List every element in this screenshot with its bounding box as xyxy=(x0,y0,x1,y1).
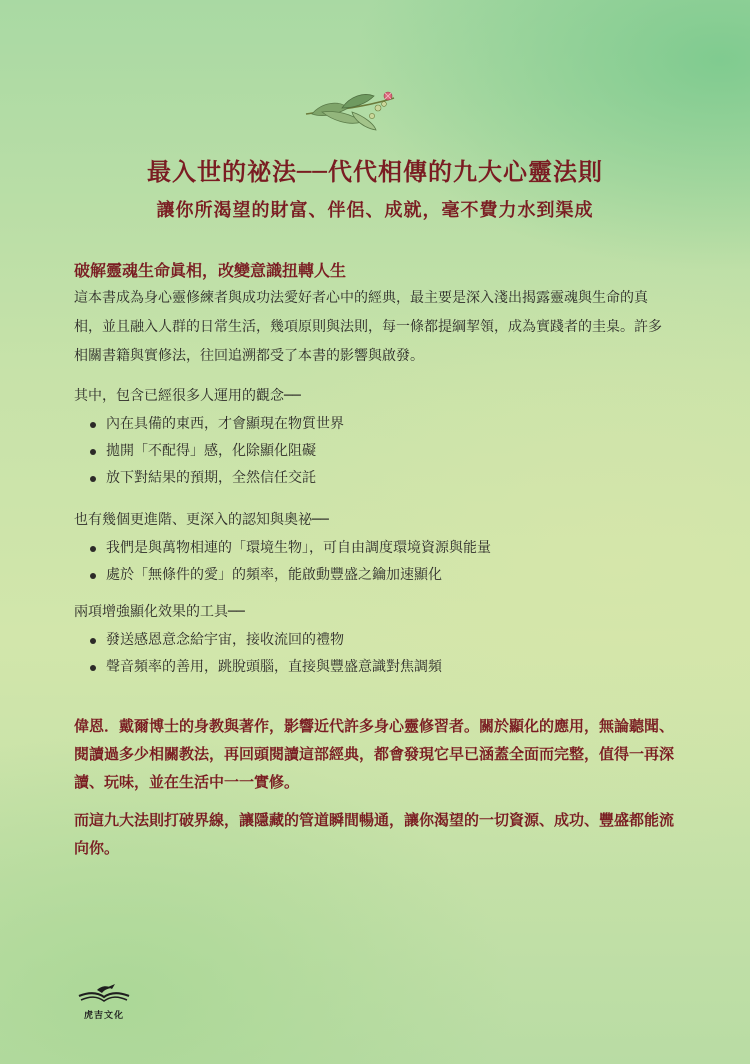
section-heading: 破解靈魂生命眞相，改變意識扭轉人生 xyxy=(74,261,347,280)
bullet-list-concepts xyxy=(74,411,344,492)
group-lead-concepts: 其中，包含已經很多人運用的觀念── xyxy=(74,388,301,404)
bullet-dot-icon xyxy=(90,638,96,644)
list-item: 放下對結果的預期，全然信任交託 xyxy=(74,465,344,492)
bullet-dot-icon xyxy=(90,422,96,428)
group-lead-advanced: 也有幾個更進階、更深入的認知與奧祕── xyxy=(74,512,329,528)
bullet-list-advanced xyxy=(74,535,491,589)
closing-paragraph-2: 而這九大法則打破界線，讓隱藏的管道瞬間暢通，讓你渴望的一切資源、成功、豐盛都能流向你。 xyxy=(74,811,675,857)
page-subtitle: 讓你所渴望的財富、伴侶、成就，毫不費力水到渠成 xyxy=(156,200,594,221)
list-item: 我們是與萬物相連的「環境生物」，可自由調度環境資源與能量 xyxy=(74,535,491,562)
list-item: 拋開「不配得」感，化除顯化阻礙 xyxy=(74,438,344,465)
publisher-name: 虎吉文化 xyxy=(83,1011,124,1021)
bullet-list-tools xyxy=(74,627,442,681)
list-item: 內在具備的東西，才會顯現在物質世界 xyxy=(74,411,344,438)
bullet-dot-icon xyxy=(90,449,96,455)
page-title: 最入世的祕法──代代相傳的九大心靈法則 xyxy=(147,157,603,186)
bullet-dot-icon xyxy=(90,546,96,552)
publisher-logo xyxy=(74,982,134,1021)
list-item: 聲音頻率的善用，跳脫頭腦，直接與豐盛意識對焦調頻 xyxy=(74,654,442,681)
intro-paragraph: 這本書成為身心靈修練者與成功法愛好者心中的經典，最主要是深入淺出揭露靈魂與生命的真相，並且融入人群的日常生活，幾項原則與法則，每一條都提綱挈領，成為實踐者的圭臬。許多相關書籍與實修法，往回追溯都受了本書的影響與啟發。 xyxy=(74,290,662,364)
eucalyptus-sprig-icon xyxy=(302,84,398,134)
group-lead-tools: 兩項增強顯化效果的工具── xyxy=(74,604,245,620)
bullet-dot-icon xyxy=(90,573,96,579)
bullet-dot-icon xyxy=(90,476,96,482)
bullet-dot-icon xyxy=(90,665,96,671)
list-item: 處於「無條件的愛」的頻率，能啟動豐盛之鑰加速顯化 xyxy=(74,562,491,589)
closing-paragraph-1: 偉恩．戴爾博士的身教與著作，影響近代許多身心靈修習者。關於顯化的應用，無論聽聞、閱讀過多少相關教法，再回頭閱讀這部經典，都會發現它早已涵蓋全面而完整，值得一再深讀、玩味，並在生活中一一實修。 xyxy=(74,717,675,791)
list-item: 發送感恩意念給宇宙，接收流回的禮物 xyxy=(74,627,442,654)
book-bird-icon xyxy=(77,982,131,1004)
